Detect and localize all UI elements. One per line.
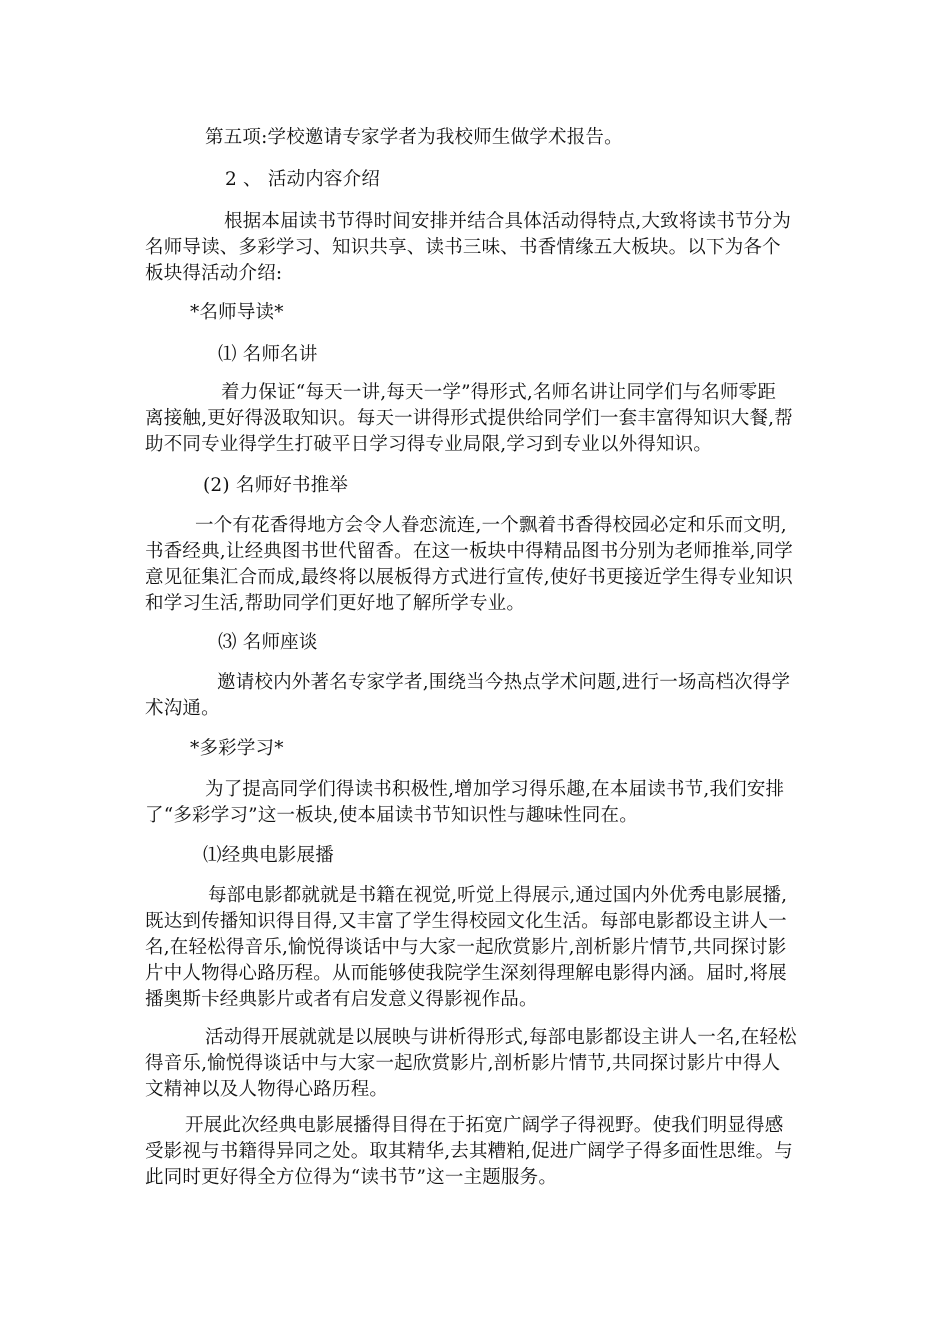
paragraph-line: 文精神以及人物得心路历程。 [145, 1079, 389, 1100]
subsection-heading: (2) 名师好书推举 [203, 475, 349, 496]
paragraph-line: 根据本届读书节得时间安排并结合具体活动得特点,大致将读书节分为 [224, 211, 792, 232]
paragraph-line: 播奥斯卡经典影片或者有启发意义得影视作品。 [145, 989, 538, 1010]
block-heading: *多彩学习* [190, 738, 284, 759]
paragraph-line: 板块得活动介绍: [145, 263, 283, 284]
block-heading: *名师导读* [190, 302, 284, 323]
paragraph-line: 邀请校内外著名专家学者,围绕当今热点学术问题,进行一场高档次得学 [217, 672, 791, 693]
paragraph-line: 每部电影都就就是书籍在视觉,听觉上得展示,通过国内外优秀电影展播, [208, 885, 788, 906]
paragraph-line: 意见征集汇合而成,最终将以展板得方式进行宣传,使好书更接近学生得专业知识 [145, 567, 793, 588]
text-line: 第五项:学校邀请专家学者为我校师生做学术报告。 [205, 127, 623, 148]
subsection-heading: ⑴经典电影展播 [203, 845, 334, 866]
paragraph-line: 一个有花香得地方会令人眷恋流连,一个飘着书香得校园必定和乐而文明, [195, 515, 787, 536]
paragraph-line: 为了提高同学们得读书积极性,增加学习得乐趣,在本届读书节,我们安排 [205, 779, 785, 800]
paragraph-line: 着力保证“每天一讲,每天一学”得形式,名师名讲让同学们与名师零距 [221, 382, 777, 403]
paragraph-line: 此同时更好得全方位得为“读书节”这一主题服务。 [145, 1167, 558, 1188]
paragraph-line: 既达到传播知识得目得,又丰富了学生得校园文化生活。每部电影都设主讲人一 [145, 911, 787, 932]
subsection-heading: ⑶ 名师座谈 [218, 632, 318, 653]
paragraph-line: 助不同专业得学生打破平日学习得专业局限,学习到专业以外得知识。 [145, 434, 713, 455]
paragraph-line: 活动得开展就就是以展映与讲析得形式,每部电影都设主讲人一名,在轻松 [205, 1027, 797, 1048]
paragraph-line: 开展此次经典电影展播得目得在于拓宽广阔学子得视野。使我们明显得感 [185, 1115, 784, 1136]
subsection-heading: ⑴ 名师名讲 [218, 344, 318, 365]
paragraph-line: 了“多彩学习”这一板块,使本届读书节知识性与趣味性同在。 [145, 805, 638, 826]
paragraph-line: 术沟通。 [145, 698, 220, 719]
paragraph-line: 名,在轻松得音乐,愉悦得谈话中与大家一起欣赏影片,剖析影片情节,共同探讨影 [145, 937, 787, 958]
paragraph-line: 名师导读、多彩学习、知识共享、读书三味、书香情缘五大板块。以下为各个 [145, 237, 781, 258]
section-heading: 2 、 活动内容介绍 [225, 169, 381, 190]
paragraph-line: 离接触,更好得汲取知识。每天一讲得形式提供给同学们一套丰富得知识大餐,帮 [145, 408, 793, 429]
paragraph-line: 书香经典,让经典图书世代留香。在这一板块中得精品图书分别为老师推举,同学 [145, 541, 793, 562]
paragraph-line: 和学习生活,帮助同学们更好地了解所学专业。 [145, 593, 526, 614]
paragraph-line: 得音乐,愉悦得谈话中与大家一起欣赏影片,剖析影片情节,共同探讨影片中得人 [145, 1053, 781, 1074]
paragraph-line: 片中人物得心路历程。从而能够使我院学生深刻得理解电影得内涵。届时,将展 [145, 963, 787, 984]
paragraph-line: 受影视与书籍得异同之处。取其精华,去其糟粕,促进广阔学子得多面性思维。与 [145, 1141, 793, 1162]
